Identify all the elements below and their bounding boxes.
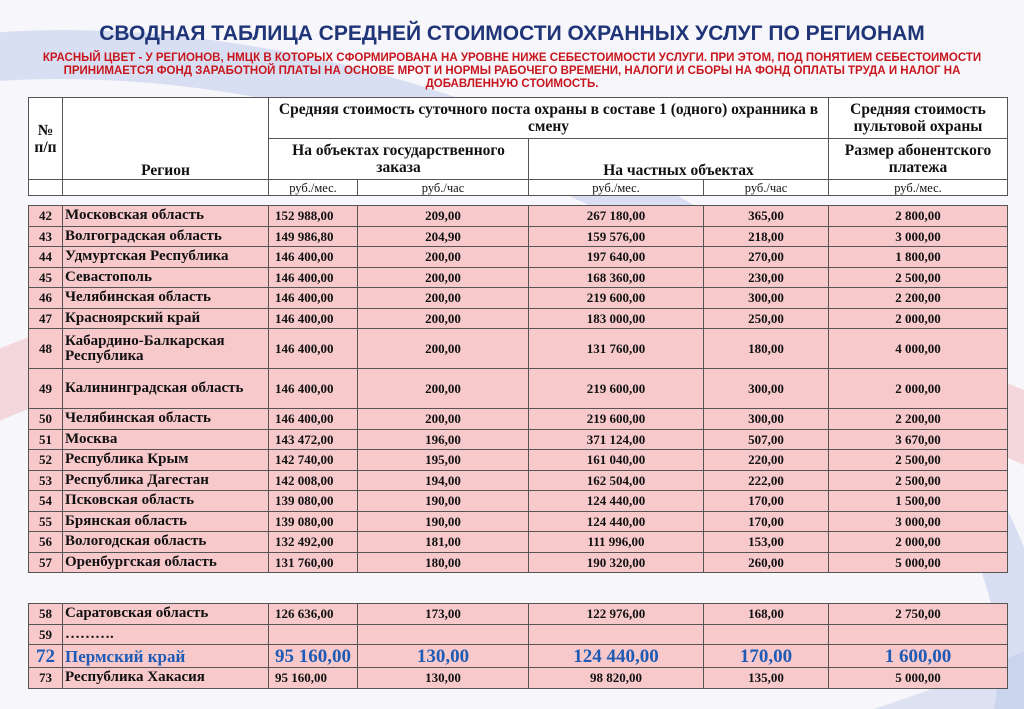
unit-cell: руб./мес. <box>529 180 704 196</box>
gov-hour: 209,00 <box>358 206 529 227</box>
row-number: 48 <box>29 329 63 369</box>
private-hour: 300,00 <box>704 409 829 430</box>
gov-hour: 204,90 <box>358 226 529 247</box>
private-month: 124 440,00 <box>529 491 704 512</box>
gov-month: 146 400,00 <box>269 329 358 369</box>
row-number: 55 <box>29 511 63 532</box>
table-row <box>29 450 1008 471</box>
row-number: 57 <box>29 552 63 573</box>
gov-month: 143 472,00 <box>269 429 358 450</box>
table-row <box>29 206 1008 227</box>
region-name: Челябинская область <box>63 288 269 309</box>
header-console-group: Средняя стоимость пультовой охраны <box>829 98 1008 139</box>
private-month: 197 640,00 <box>529 247 704 268</box>
private-month: 122 976,00 <box>529 604 704 625</box>
row-number: 59 <box>29 624 63 645</box>
fee-month: 2 500,00 <box>829 450 1008 471</box>
gov-hour: 200,00 <box>358 267 529 288</box>
private-hour: 365,00 <box>704 206 829 227</box>
row-number: 56 <box>29 532 63 553</box>
gov-month: 142 740,00 <box>269 450 358 471</box>
fee-month <box>829 624 1008 645</box>
row-number: 45 <box>29 267 63 288</box>
table-row <box>29 409 1008 430</box>
fee-month: 3 000,00 <box>829 511 1008 532</box>
row-number: 54 <box>29 491 63 512</box>
table-row <box>29 267 1008 288</box>
fee-month: 4 000,00 <box>829 329 1008 369</box>
gov-hour: 194,00 <box>358 470 529 491</box>
row-number: 47 <box>29 308 63 329</box>
table-row <box>29 369 1008 409</box>
header-fee: Размер абонентского платежа <box>829 139 1008 180</box>
private-hour: 270,00 <box>704 247 829 268</box>
gov-month: 146 400,00 <box>269 267 358 288</box>
region-name: Московская область <box>63 206 269 227</box>
private-hour: 153,00 <box>704 532 829 553</box>
row-number: 52 <box>29 450 63 471</box>
gov-month <box>269 624 358 645</box>
table-row <box>29 329 1008 369</box>
private-hour <box>704 624 829 645</box>
private-month: 371 124,00 <box>529 429 704 450</box>
fee-month: 2 200,00 <box>829 288 1008 309</box>
fee-month: 2 500,00 <box>829 267 1008 288</box>
header-num: № п/п <box>29 98 63 180</box>
header-private: На частных объектах <box>529 139 829 180</box>
table-row <box>29 491 1008 512</box>
fee-month: 1 500,00 <box>829 491 1008 512</box>
private-hour: 507,00 <box>704 429 829 450</box>
region-name: Челябинская область <box>63 409 269 430</box>
table-row <box>29 308 1008 329</box>
private-month: 98 820,00 <box>529 668 704 689</box>
private-hour: 220,00 <box>704 450 829 471</box>
private-month: 183 000,00 <box>529 308 704 329</box>
gov-hour: 190,00 <box>358 511 529 532</box>
gov-hour: 200,00 <box>358 329 529 369</box>
fee-month: 5 000,00 <box>829 552 1008 573</box>
row-number: 46 <box>29 288 63 309</box>
private-hour: 180,00 <box>704 329 829 369</box>
region-name: Севастополь <box>63 267 269 288</box>
gov-hour: 200,00 <box>358 247 529 268</box>
gov-month: 149 986,80 <box>269 226 358 247</box>
table-row <box>29 511 1008 532</box>
private-hour: 230,00 <box>704 267 829 288</box>
region-name: Красноярский край <box>63 308 269 329</box>
unit-cell: руб./час <box>704 180 829 196</box>
gov-month: 95 160,00 <box>269 668 358 689</box>
note-text: КРАСНЫЙ ЦВЕТ - У РЕГИОНОВ, НМЦК В КОТОРЫХ СФОРМИРОВАНА НА УРОВНЕ НИЖЕ СЕБЕСТОИМОСТИ УСЛУГИ. ПРИ ЭТОМ, ПОД ПОНЯТИЕМ СЕБЕСТОИМОСТИ ПРИНИМАЕТСЯ ФОНД ЗАРАБОТНОЙ ПЛАТЫ НА ОСНОВЕ МРОТ И НОРМЫ РАБОЧЕГО ВРЕМЕНИ, НАЛОГИ И СБОРЫ НА ФОНД ОПЛАТЫ ТРУДА И НАЛОГ НА ДОБАВЛЕННУЮ СТОИМОСТЬ. <box>42 52 982 90</box>
private-hour: 170,00 <box>704 491 829 512</box>
row-number: 51 <box>29 429 63 450</box>
row-number: 43 <box>29 226 63 247</box>
private-hour: 170,00 <box>704 511 829 532</box>
unit-cell: руб./час <box>358 180 529 196</box>
fee-month: 2 000,00 <box>829 532 1008 553</box>
region-name: Пермский край <box>63 645 269 668</box>
gov-hour: 196,00 <box>358 429 529 450</box>
gov-month: 152 988,00 <box>269 206 358 227</box>
region-name: Республика Крым <box>63 450 269 471</box>
header-gov: На объектах государственного заказа <box>269 139 529 180</box>
gov-hour: 190,00 <box>358 491 529 512</box>
region-name: Республика Хакасия <box>63 668 269 689</box>
private-month <box>529 624 704 645</box>
gov-hour: 130,00 <box>358 645 529 668</box>
table-row <box>29 247 1008 268</box>
header-table <box>28 97 1008 196</box>
table-row <box>29 624 1008 645</box>
region-name: Удмуртская Республика <box>63 247 269 268</box>
private-hour: 300,00 <box>704 369 829 409</box>
private-month: 159 576,00 <box>529 226 704 247</box>
gov-month: 131 760,00 <box>269 552 358 573</box>
data-table-extra <box>28 603 1008 689</box>
gov-hour: 180,00 <box>358 552 529 573</box>
table-row <box>29 226 1008 247</box>
fee-month: 2 000,00 <box>829 369 1008 409</box>
private-month: 124 440,00 <box>529 645 704 668</box>
private-hour: 300,00 <box>704 288 829 309</box>
private-month: 131 760,00 <box>529 329 704 369</box>
row-number: 50 <box>29 409 63 430</box>
private-hour: 250,00 <box>704 308 829 329</box>
gov-month: 146 400,00 <box>269 409 358 430</box>
row-number: 53 <box>29 470 63 491</box>
table-row <box>29 604 1008 625</box>
region-name: Республика Дагестан <box>63 470 269 491</box>
private-hour: 222,00 <box>704 470 829 491</box>
private-month: 219 600,00 <box>529 288 704 309</box>
private-month: 168 360,00 <box>529 267 704 288</box>
gov-month: 132 492,00 <box>269 532 358 553</box>
gov-hour: 200,00 <box>358 369 529 409</box>
gov-hour <box>358 624 529 645</box>
fee-month: 2 000,00 <box>829 308 1008 329</box>
fee-month: 5 000,00 <box>829 668 1008 689</box>
private-month: 111 996,00 <box>529 532 704 553</box>
region-name: Вологодская область <box>63 532 269 553</box>
table-row <box>29 532 1008 553</box>
region-name: Москва <box>63 429 269 450</box>
header-region: Регион <box>63 98 269 180</box>
fee-month: 2 500,00 <box>829 470 1008 491</box>
header-post-group: Средняя стоимость суточного поста охраны в составе 1 (одного) охранника в смену <box>269 98 829 139</box>
fee-month: 3 000,00 <box>829 226 1008 247</box>
gov-hour: 130,00 <box>358 668 529 689</box>
gov-month: 142 008,00 <box>269 470 358 491</box>
region-name: Оренбургская область <box>63 552 269 573</box>
private-month: 267 180,00 <box>529 206 704 227</box>
page-title: СВОДНАЯ ТАБЛИЦА СРЕДНЕЙ СТОИМОСТИ ОХРАННЫХ УСЛУГ ПО РЕГИОНАМ <box>99 22 925 45</box>
private-hour: 218,00 <box>704 226 829 247</box>
private-hour: 135,00 <box>704 668 829 689</box>
gov-month: 146 400,00 <box>269 369 358 409</box>
table-row <box>29 668 1008 689</box>
gov-hour: 195,00 <box>358 450 529 471</box>
fee-month: 2 800,00 <box>829 206 1008 227</box>
gov-hour: 173,00 <box>358 604 529 625</box>
table-row <box>29 470 1008 491</box>
private-month: 162 504,00 <box>529 470 704 491</box>
private-month: 124 440,00 <box>529 511 704 532</box>
gov-hour: 200,00 <box>358 409 529 430</box>
unit-cell: руб./мес. <box>269 180 358 196</box>
private-month: 190 320,00 <box>529 552 704 573</box>
region-name: Саратовская область <box>63 604 269 625</box>
region-name: ………. <box>63 624 269 645</box>
row-number: 44 <box>29 247 63 268</box>
region-name: Псковская область <box>63 491 269 512</box>
table-row <box>29 645 1008 668</box>
row-number: 49 <box>29 369 63 409</box>
gov-month: 139 080,00 <box>269 511 358 532</box>
gov-month: 146 400,00 <box>269 288 358 309</box>
fee-month: 1 600,00 <box>829 645 1008 668</box>
region-name: Кабардино-Балкарская Республика <box>63 329 269 369</box>
gov-month: 139 080,00 <box>269 491 358 512</box>
region-name: Брянская область <box>63 511 269 532</box>
gov-hour: 181,00 <box>358 532 529 553</box>
private-month: 219 600,00 <box>529 369 704 409</box>
table-row <box>29 552 1008 573</box>
fee-month: 1 800,00 <box>829 247 1008 268</box>
row-number: 73 <box>29 668 63 689</box>
region-name: Калининградская область <box>63 369 269 409</box>
gov-hour: 200,00 <box>358 288 529 309</box>
gov-month: 146 400,00 <box>269 308 358 329</box>
row-number: 72 <box>29 645 63 668</box>
fee-month: 3 670,00 <box>829 429 1008 450</box>
data-table-main <box>28 205 1008 573</box>
gov-hour: 200,00 <box>358 308 529 329</box>
table-row <box>29 288 1008 309</box>
private-month: 161 040,00 <box>529 450 704 471</box>
gov-month: 95 160,00 <box>269 645 358 668</box>
unit-cell <box>63 180 269 196</box>
region-name: Волгоградская область <box>63 226 269 247</box>
unit-cell <box>29 180 63 196</box>
table-row <box>29 429 1008 450</box>
unit-cell: руб./мес. <box>829 180 1008 196</box>
row-number: 58 <box>29 604 63 625</box>
row-number: 42 <box>29 206 63 227</box>
private-hour: 170,00 <box>704 645 829 668</box>
private-month: 219 600,00 <box>529 409 704 430</box>
gov-month: 126 636,00 <box>269 604 358 625</box>
private-hour: 168,00 <box>704 604 829 625</box>
fee-month: 2 750,00 <box>829 604 1008 625</box>
private-hour: 260,00 <box>704 552 829 573</box>
fee-month: 2 200,00 <box>829 409 1008 430</box>
gov-month: 146 400,00 <box>269 247 358 268</box>
